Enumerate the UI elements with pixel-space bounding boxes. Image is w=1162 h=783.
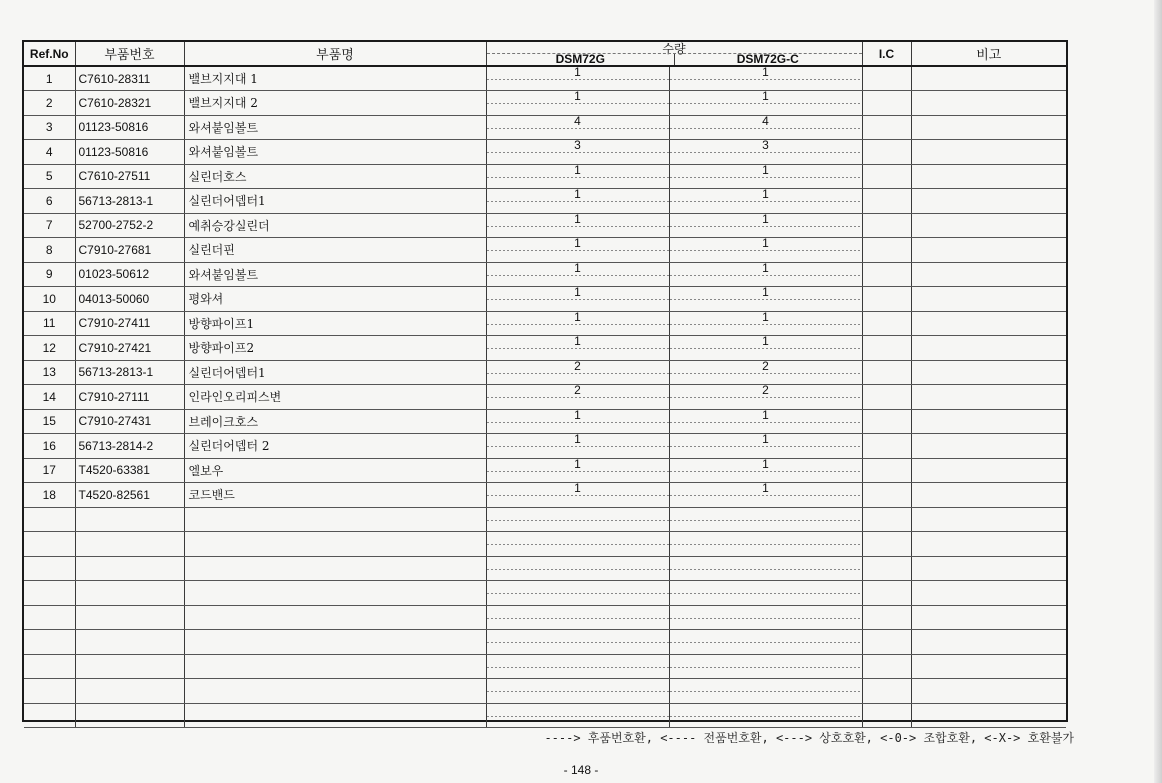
qty-model-b-cell — [669, 213, 862, 238]
qty-model-a-cell — [486, 556, 669, 581]
qty-model-a-cell — [486, 483, 669, 508]
header-ref-no: Ref.No — [24, 42, 75, 66]
table-row — [24, 507, 1066, 532]
qty-model-b-cell-value: 1 — [762, 213, 769, 226]
ref-no-cell — [24, 679, 75, 704]
qty-model-b-cell — [669, 262, 862, 287]
part-number-cell: C7910-27111 — [75, 385, 184, 410]
part-number-cell — [75, 605, 184, 630]
qty-model-a-cell — [486, 703, 669, 728]
qty-model-b-cell — [669, 91, 862, 116]
header-ic: I.C — [862, 42, 911, 66]
qty-model-b-cell — [669, 703, 862, 728]
qty-model-a-cell — [486, 385, 669, 410]
ic-cell — [862, 164, 911, 189]
qty-model-a-cell — [486, 189, 669, 214]
interchangeability-legend: ----> 후품번호환, <---- 전품번호환, <---> 상호호환, <-0-> 조합호환, <-X-> 호환불가 — [544, 731, 1074, 745]
scan-edge-shadow — [1154, 0, 1162, 783]
qty-model-a-cell — [486, 66, 669, 91]
remarks-cell — [911, 630, 1066, 655]
qty-model-b-cell-value: 1 — [762, 90, 769, 103]
header-model-a: DSM72G — [555, 52, 605, 66]
ic-cell — [862, 630, 911, 655]
part-number-cell: 56713-2813-1 — [75, 189, 184, 214]
table-row — [24, 140, 1066, 165]
qty-model-b-cell — [669, 581, 862, 606]
qty-model-b-cell-value: 1 — [762, 188, 769, 201]
ic-cell — [862, 91, 911, 116]
part-number-cell: 01123-50816 — [75, 115, 184, 140]
ic-cell — [862, 360, 911, 385]
table-row — [24, 287, 1066, 312]
qty-model-b-cell — [669, 434, 862, 459]
qty-model-a-cell — [486, 507, 669, 532]
remarks-cell — [911, 434, 1066, 459]
ref-no-cell: 13 — [24, 360, 75, 385]
qty-model-b-cell — [669, 556, 862, 581]
ref-no-cell: 12 — [24, 336, 75, 361]
part-number-cell — [75, 703, 184, 728]
qty-model-a-cell — [486, 605, 669, 630]
header-quantity — [486, 42, 862, 66]
ref-no-cell: 7 — [24, 213, 75, 238]
part-name-cell: 인라인오리피스변 — [184, 385, 486, 410]
remarks-cell — [911, 262, 1066, 287]
qty-model-b-cell — [669, 458, 862, 483]
remarks-cell — [911, 654, 1066, 679]
ic-cell — [862, 287, 911, 312]
qty-model-b-cell-value: 2 — [762, 384, 769, 397]
qty-model-b-cell — [669, 164, 862, 189]
qty-model-a-cell-value: 2 — [574, 360, 581, 373]
table-row — [24, 703, 1066, 728]
header-part-name: 부품명 — [184, 42, 486, 66]
part-name-cell — [184, 605, 486, 630]
part-name-cell: 코드밴드 — [184, 483, 486, 508]
qty-model-a-cell-value: 1 — [574, 213, 581, 226]
ic-cell — [862, 458, 911, 483]
ic-cell — [862, 336, 911, 361]
part-number-cell: C7910-27681 — [75, 238, 184, 263]
qty-model-a-cell — [486, 91, 669, 116]
table-row — [24, 532, 1066, 557]
qty-model-a-cell-value: 1 — [574, 164, 581, 177]
part-number-cell: T4520-82561 — [75, 483, 184, 508]
ref-no-cell: 14 — [24, 385, 75, 410]
qty-model-a-cell — [486, 213, 669, 238]
qty-model-a-cell — [486, 630, 669, 655]
part-number-cell: 01023-50612 — [75, 262, 184, 287]
part-number-cell — [75, 679, 184, 704]
table-row — [24, 654, 1066, 679]
qty-model-b-cell-value: 3 — [762, 139, 769, 152]
remarks-cell — [911, 360, 1066, 385]
part-name-cell — [184, 654, 486, 679]
part-number-cell: 52700-2752-2 — [75, 213, 184, 238]
qty-model-b-cell-value: 1 — [762, 335, 769, 348]
part-name-cell: 방향파이프2 — [184, 336, 486, 361]
qty-model-b-cell-value: 1 — [762, 482, 769, 495]
part-name-cell: 실린더어뎁터1 — [184, 189, 486, 214]
qty-model-a-cell-value: 1 — [574, 311, 581, 324]
qty-model-b-cell-value: 1 — [762, 311, 769, 324]
ic-cell — [862, 507, 911, 532]
ref-no-cell — [24, 532, 75, 557]
ref-no-cell: 9 — [24, 262, 75, 287]
ref-no-cell — [24, 605, 75, 630]
part-number-cell: C7910-27431 — [75, 409, 184, 434]
part-name-cell: 방향파이프1 — [184, 311, 486, 336]
qty-model-a-cell — [486, 140, 669, 165]
ref-no-cell — [24, 703, 75, 728]
remarks-cell — [911, 287, 1066, 312]
ref-no-cell: 5 — [24, 164, 75, 189]
remarks-cell — [911, 213, 1066, 238]
qty-model-b-cell — [669, 532, 862, 557]
remarks-cell — [911, 115, 1066, 140]
ic-cell — [862, 434, 911, 459]
qty-model-b-cell — [669, 483, 862, 508]
part-name-cell: 예취승강실린더 — [184, 213, 486, 238]
qty-model-b-cell-value: 1 — [762, 458, 769, 471]
qty-model-a-cell — [486, 262, 669, 287]
ref-no-cell: 3 — [24, 115, 75, 140]
qty-model-b-cell-value: 1 — [762, 433, 769, 446]
part-number-cell: C7910-27411 — [75, 311, 184, 336]
ic-cell — [862, 703, 911, 728]
remarks-cell — [911, 238, 1066, 263]
part-number-cell: T4520-63381 — [75, 458, 184, 483]
part-name-cell — [184, 556, 486, 581]
ic-cell — [862, 213, 911, 238]
header-model-b: DSM72G-C — [736, 52, 799, 66]
qty-model-a-cell-value: 1 — [574, 237, 581, 250]
part-number-cell: C7610-27511 — [75, 164, 184, 189]
qty-model-a-cell — [486, 238, 669, 263]
qty-model-b-cell-value: 1 — [762, 409, 769, 422]
remarks-cell — [911, 581, 1066, 606]
table-row — [24, 556, 1066, 581]
part-number-cell: C7610-28321 — [75, 91, 184, 116]
qty-model-a-cell — [486, 532, 669, 557]
remarks-cell — [911, 483, 1066, 508]
part-name-cell — [184, 703, 486, 728]
ref-no-cell: 11 — [24, 311, 75, 336]
remarks-cell — [911, 385, 1066, 410]
part-name-cell — [184, 630, 486, 655]
qty-model-a-cell — [486, 434, 669, 459]
qty-model-b-cell — [669, 66, 862, 91]
part-name-cell: 평와셔 — [184, 287, 486, 312]
part-name-cell: 실린더어뎁터 2 — [184, 434, 486, 459]
qty-model-b-cell-value: 1 — [762, 237, 769, 250]
qty-model-b-cell — [669, 679, 862, 704]
remarks-cell — [911, 679, 1066, 704]
ic-cell — [862, 483, 911, 508]
part-name-cell — [184, 679, 486, 704]
ic-cell — [862, 115, 911, 140]
ic-cell — [862, 238, 911, 263]
ref-no-cell — [24, 556, 75, 581]
qty-model-b-cell — [669, 654, 862, 679]
qty-model-a-cell — [486, 164, 669, 189]
ref-no-cell: 2 — [24, 91, 75, 116]
ic-cell — [862, 532, 911, 557]
table-row — [24, 91, 1066, 116]
qty-model-a-cell-value: 1 — [574, 409, 581, 422]
remarks-cell — [911, 66, 1066, 91]
qty-model-a-cell-value: 1 — [574, 188, 581, 201]
qty-model-a-cell-value: 4 — [574, 115, 581, 128]
table-header-row — [24, 42, 1066, 66]
qty-model-b-cell — [669, 115, 862, 140]
table-row — [24, 679, 1066, 704]
parts-table — [24, 42, 1066, 728]
ic-cell — [862, 311, 911, 336]
remarks-cell — [911, 556, 1066, 581]
qty-model-b-cell — [669, 507, 862, 532]
ref-no-cell: 1 — [24, 66, 75, 91]
remarks-cell — [911, 409, 1066, 434]
table-row — [24, 458, 1066, 483]
qty-model-b-cell — [669, 605, 862, 630]
qty-model-a-cell — [486, 458, 669, 483]
remarks-cell — [911, 458, 1066, 483]
header-remarks: 비고 — [911, 42, 1066, 66]
ref-no-cell — [24, 654, 75, 679]
ref-no-cell: 15 — [24, 409, 75, 434]
qty-model-b-cell-value: 1 — [762, 286, 769, 299]
remarks-cell — [911, 605, 1066, 630]
part-number-cell — [75, 581, 184, 606]
ref-no-cell — [24, 630, 75, 655]
qty-model-a-cell-value: 1 — [574, 433, 581, 446]
qty-model-a-cell-value: 1 — [574, 262, 581, 275]
qty-model-a-cell — [486, 654, 669, 679]
header-quantity-label: 수량 — [662, 42, 686, 56]
qty-model-b-cell-value: 1 — [762, 164, 769, 177]
ic-cell — [862, 262, 911, 287]
table-row — [24, 262, 1066, 287]
qty-model-a-cell-value: 1 — [574, 482, 581, 495]
part-name-cell: 실린더핀 — [184, 238, 486, 263]
qty-model-b-cell — [669, 385, 862, 410]
remarks-cell — [911, 189, 1066, 214]
ic-cell — [862, 679, 911, 704]
table-row — [24, 66, 1066, 91]
part-name-cell: 브레이크호스 — [184, 409, 486, 434]
ref-no-cell: 8 — [24, 238, 75, 263]
ic-cell — [862, 140, 911, 165]
ref-no-cell: 4 — [24, 140, 75, 165]
qty-model-a-cell — [486, 336, 669, 361]
qty-model-a-cell-value: 1 — [574, 90, 581, 103]
ic-cell — [862, 189, 911, 214]
table-row — [24, 238, 1066, 263]
ref-no-cell: 16 — [24, 434, 75, 459]
part-number-cell: C7610-28311 — [75, 66, 184, 91]
part-number-cell — [75, 654, 184, 679]
header-part-number: 부품번호 — [75, 42, 184, 66]
part-name-cell: 엘보우 — [184, 458, 486, 483]
qty-model-b-cell — [669, 409, 862, 434]
remarks-cell — [911, 140, 1066, 165]
qty-model-b-cell — [669, 360, 862, 385]
qty-model-a-cell — [486, 311, 669, 336]
remarks-cell — [911, 336, 1066, 361]
page-number: - 148 - — [563, 763, 599, 777]
qty-model-b-cell — [669, 311, 862, 336]
table-row — [24, 385, 1066, 410]
table-row — [24, 213, 1066, 238]
part-number-cell — [75, 507, 184, 532]
ic-cell — [862, 581, 911, 606]
ref-no-cell: 6 — [24, 189, 75, 214]
part-number-cell: 01123-50816 — [75, 140, 184, 165]
remarks-cell — [911, 532, 1066, 557]
ref-no-cell: 18 — [24, 483, 75, 508]
table-row — [24, 434, 1066, 459]
table-row — [24, 336, 1066, 361]
ref-no-cell — [24, 507, 75, 532]
qty-model-a-cell-value: 2 — [574, 384, 581, 397]
part-name-cell: 밸브지지대 2 — [184, 91, 486, 116]
ref-no-cell: 10 — [24, 287, 75, 312]
qty-model-a-cell-value: 1 — [574, 286, 581, 299]
part-name-cell: 실린더어뎁터1 — [184, 360, 486, 385]
remarks-cell — [911, 507, 1066, 532]
ic-cell — [862, 605, 911, 630]
part-name-cell: 와셔붙임볼트 — [184, 115, 486, 140]
qty-model-b-cell — [669, 189, 862, 214]
part-name-cell: 와셔붙임볼트 — [184, 262, 486, 287]
qty-model-b-cell — [669, 630, 862, 655]
table-row — [24, 360, 1066, 385]
part-number-cell: 56713-2814-2 — [75, 434, 184, 459]
qty-model-b-cell-value: 2 — [762, 360, 769, 373]
remarks-cell — [911, 91, 1066, 116]
table-row — [24, 164, 1066, 189]
table-row — [24, 483, 1066, 508]
ic-cell — [862, 409, 911, 434]
ref-no-cell: 17 — [24, 458, 75, 483]
qty-model-a-cell-value: 1 — [574, 335, 581, 348]
table-row — [24, 605, 1066, 630]
part-name-cell — [184, 581, 486, 606]
part-number-cell — [75, 630, 184, 655]
qty-model-a-cell — [486, 581, 669, 606]
qty-model-a-cell — [486, 679, 669, 704]
qty-model-b-cell-value: 1 — [762, 262, 769, 275]
qty-model-b-cell — [669, 287, 862, 312]
qty-model-a-cell — [486, 115, 669, 140]
qty-model-b-cell — [669, 336, 862, 361]
part-number-cell: C7910-27421 — [75, 336, 184, 361]
qty-model-b-cell-value: 4 — [762, 115, 769, 128]
remarks-cell — [911, 703, 1066, 728]
part-name-cell: 와셔붙임볼트 — [184, 140, 486, 165]
part-number-cell: 04013-50060 — [75, 287, 184, 312]
qty-model-a-cell — [486, 360, 669, 385]
part-name-cell — [184, 532, 486, 557]
remarks-cell — [911, 311, 1066, 336]
qty-model-a-cell-value: 1 — [574, 66, 581, 79]
qty-model-a-cell — [486, 409, 669, 434]
parts-table-frame — [22, 40, 1068, 722]
table-row — [24, 189, 1066, 214]
ref-no-cell — [24, 581, 75, 606]
table-row — [24, 581, 1066, 606]
ic-cell — [862, 66, 911, 91]
table-row — [24, 311, 1066, 336]
table-row — [24, 115, 1066, 140]
part-name-cell: 밸브지지대 1 — [184, 66, 486, 91]
table-row — [24, 409, 1066, 434]
qty-model-a-cell-value: 3 — [574, 139, 581, 152]
part-number-cell — [75, 556, 184, 581]
table-row — [24, 630, 1066, 655]
qty-model-b-cell — [669, 140, 862, 165]
remarks-cell — [911, 164, 1066, 189]
qty-model-a-cell — [486, 287, 669, 312]
part-number-cell: 56713-2813-1 — [75, 360, 184, 385]
qty-model-b-cell-value: 1 — [762, 66, 769, 79]
ic-cell — [862, 556, 911, 581]
part-name-cell — [184, 507, 486, 532]
part-name-cell: 실린더호스 — [184, 164, 486, 189]
part-number-cell — [75, 532, 184, 557]
ic-cell — [862, 385, 911, 410]
qty-model-a-cell-value: 1 — [574, 458, 581, 471]
ic-cell — [862, 654, 911, 679]
qty-model-b-cell — [669, 238, 862, 263]
